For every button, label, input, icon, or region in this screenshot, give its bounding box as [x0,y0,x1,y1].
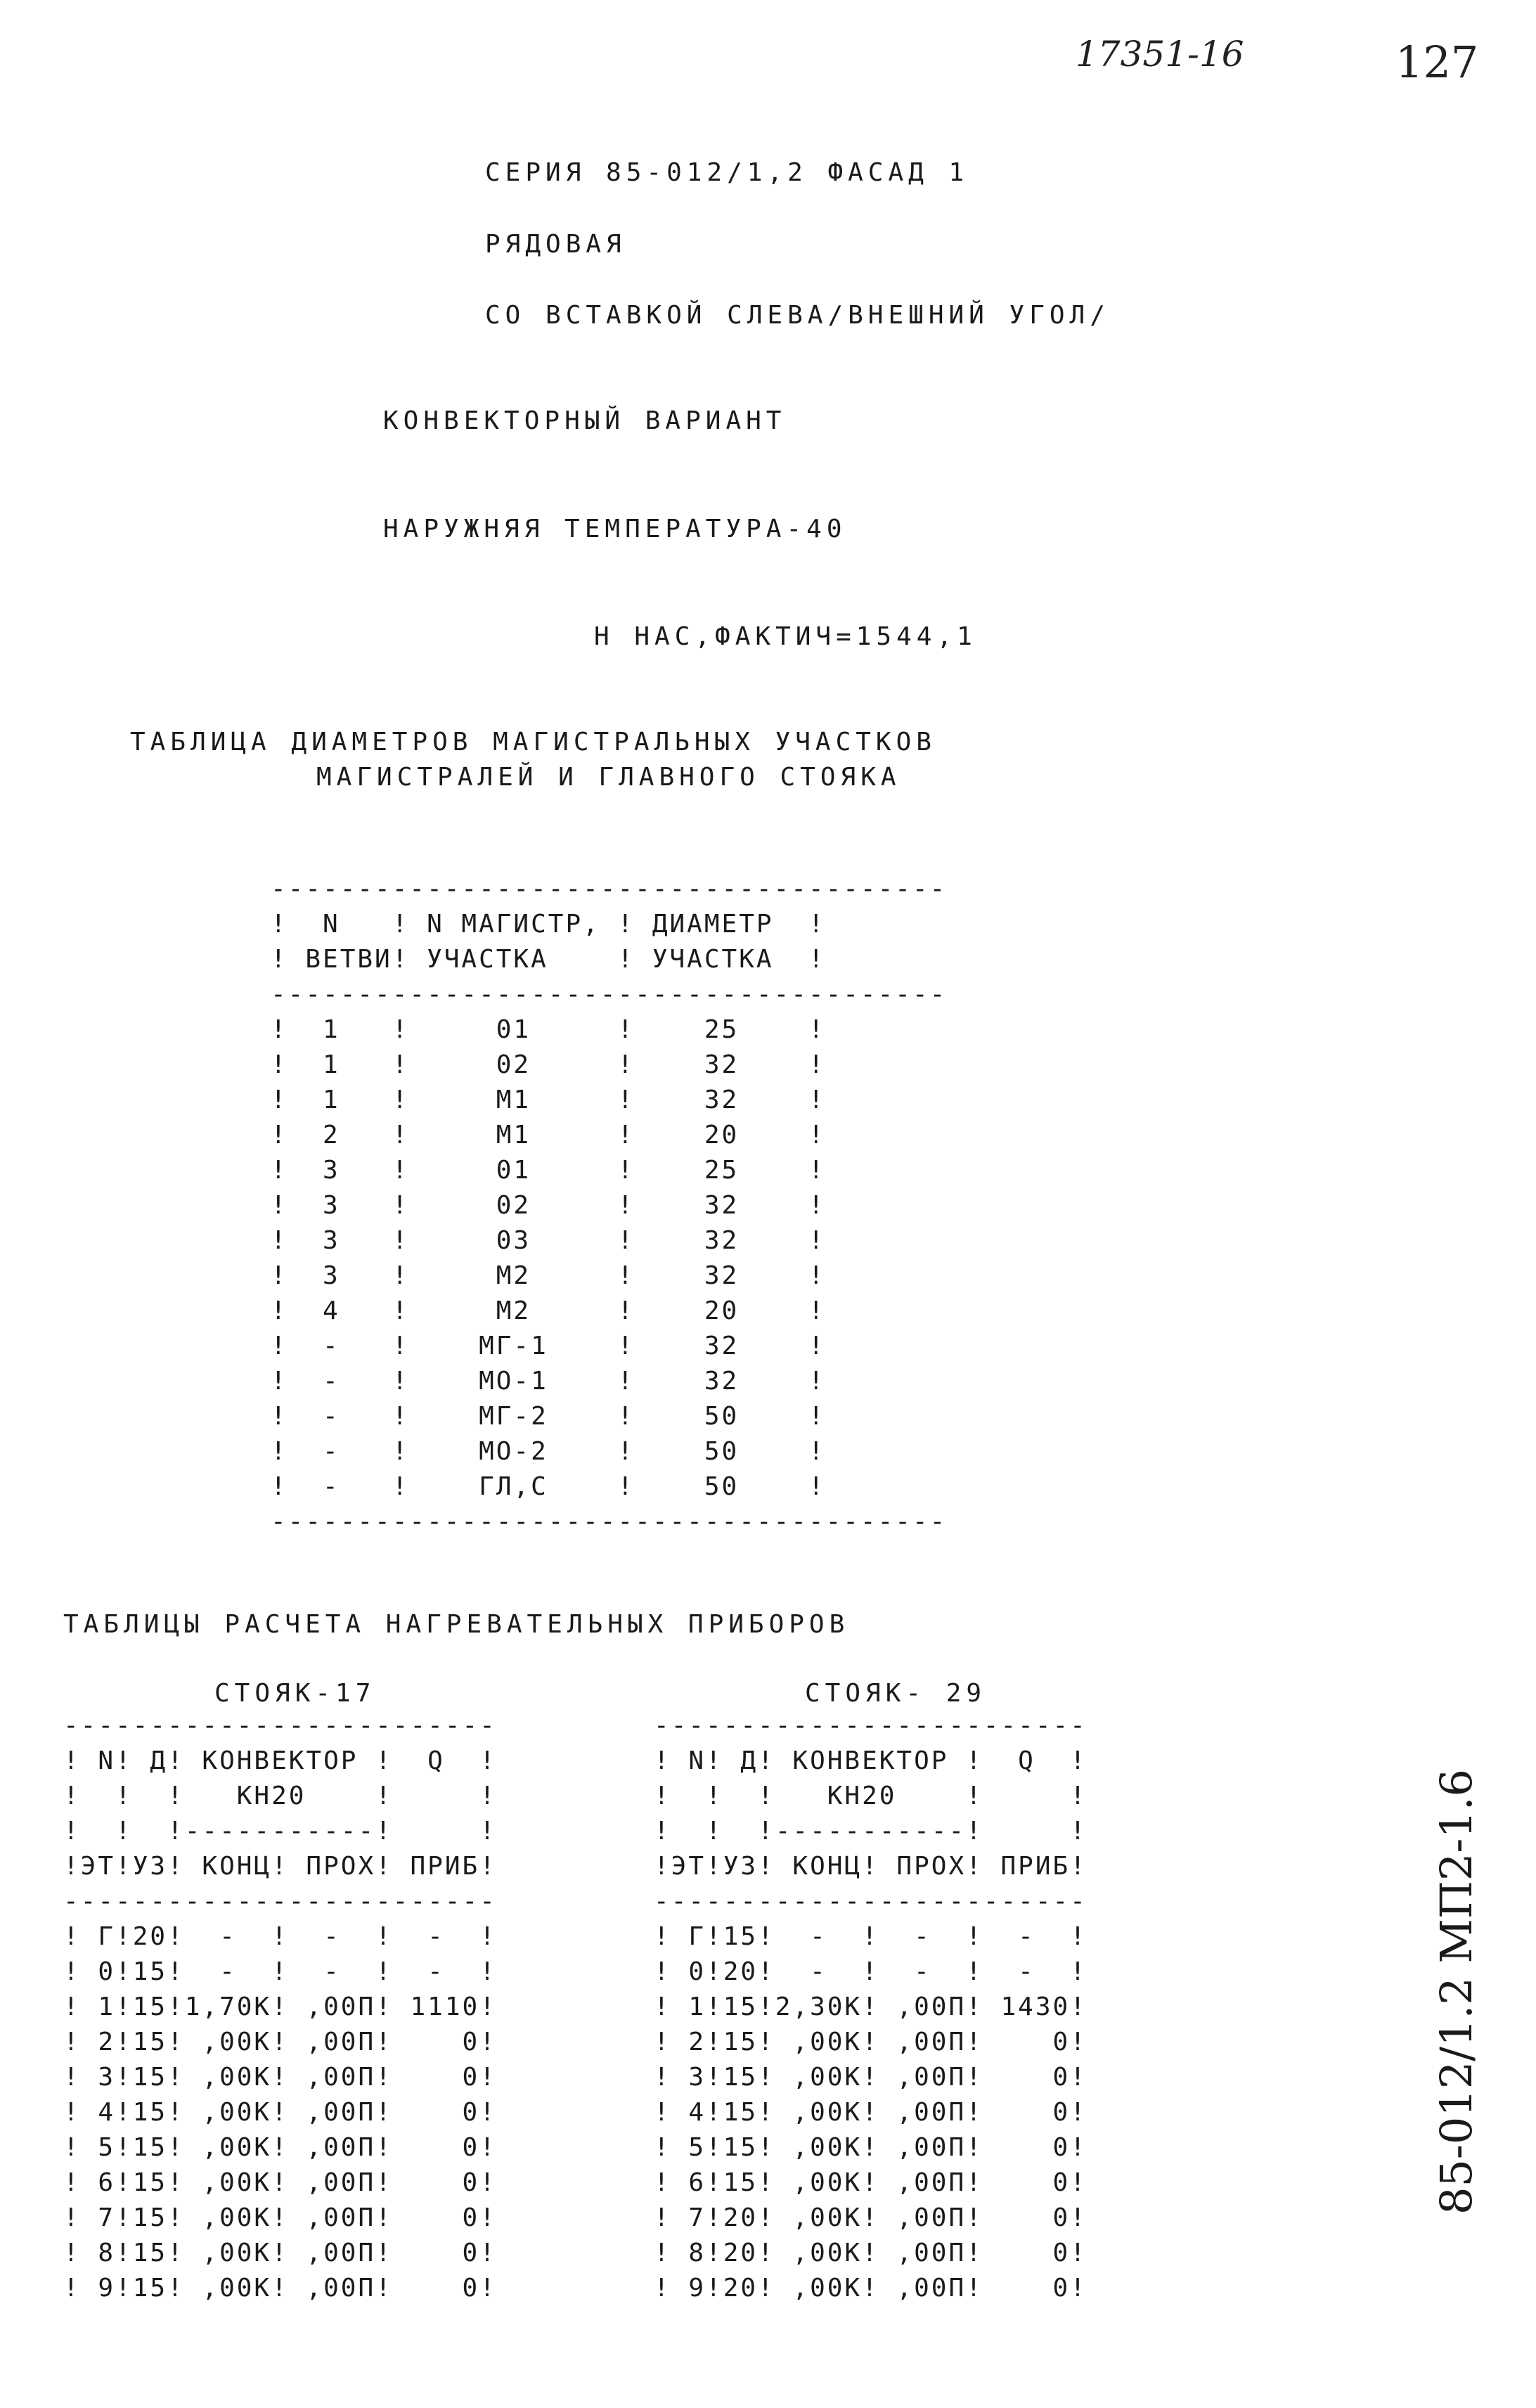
table-row: ! 1!15!2,30К! ,00П! 1430! [654,1992,1088,2021]
table-row: ! - ! МГ-1 ! 32 ! [271,1332,826,1360]
table-row: ! 1 ! 01 ! 25 ! [271,1015,826,1044]
table-row: ! ! !-----------! ! [63,1817,497,1846]
table-row: ! ! ! КН20 ! ! [654,1782,1088,1810]
table-row: ! ВЕТВИ! УЧАСТКА ! УЧАСТКА ! [271,945,826,974]
table-row: ! - ! МО-2 ! 50 ! [271,1437,826,1466]
insert-line: СО ВСТАВКОЙ СЛЕВА/ВНЕШНИЙ УГОЛ/ [485,301,1110,330]
table-row: ! 4!15! ,00К! ,00П! 0! [63,2098,497,2127]
diameters-table [271,872,947,1540]
heaters-title: ТАБЛИЦЫ РАСЧЕТА НАГРЕВАТЕЛЬНЫХ ПРИБОРОВ [63,1610,850,1639]
table-row: ! 3 ! 03 ! 32 ! [271,1226,826,1255]
diameters-title-line1: ТАБЛИЦА ДИАМЕТРОВ МАГИСТРАЛЬНЫХ УЧАСТКОВ [130,728,936,756]
table-row: ! N ! N МАГИСТР, ! ДИАМЕТР ! [271,910,826,939]
table-row: ! 1!15!1,70К! ,00П! 1110! [63,1992,497,2021]
row-type-line: РЯДОВАЯ [485,230,626,259]
table-row: ! 6!15! ,00К! ,00П! 0! [654,2168,1088,2197]
table-row: ! - ! МГ-2 ! 50 ! [271,1402,826,1431]
table-row: ! 9!20! ,00К! ,00П! 0! [654,2274,1088,2303]
riser-29-title: СТОЯК- 29 [805,1679,987,1708]
table-row: ! 3 ! 01 ! 25 ! [271,1156,826,1185]
table-row: ! 3 ! 02 ! 32 ! [271,1191,826,1220]
table-row: ! 3 ! М2 ! 32 ! [271,1261,826,1290]
table-row: ------------------------- [63,1887,497,1916]
table-row: ! 8!15! ,00К! ,00П! 0! [63,2239,497,2267]
diameters-title-line2: МАГИСТРАЛЕЙ И ГЛАВНОГО СТОЯКА [316,763,901,792]
table-row: ! - ! МО-1 ! 32 ! [271,1367,826,1396]
table-row: --------------------------------------- [271,1507,948,1536]
table-row: ! 2!15! ,00К! ,00П! 0! [63,2028,497,2056]
table-row: ! 9!15! ,00К! ,00П! 0! [63,2274,497,2303]
table-row: ------------------------- [63,1711,497,1740]
table-row: ! 5!15! ,00К! ,00П! 0! [654,2133,1088,2162]
handwritten-code: 17351-16 [1076,34,1244,75]
page-number: 127 [1395,37,1479,88]
table-row: ! 1 ! М1 ! 32 ! [271,1086,826,1114]
table-row: ! 4 ! М2 ! 20 ! [271,1296,826,1325]
table-row: ! N! Д! КОНВЕКТОР ! Q ! [654,1746,1088,1775]
table-row: ! 5!15! ,00К! ,00П! 0! [63,2133,497,2162]
table-row: ! N! Д! КОНВЕКТОР ! Q ! [63,1746,497,1775]
table-row: ! 4!15! ,00К! ,00П! 0! [654,2098,1088,2127]
table-row: ! Г!20! - ! - ! - ! [63,1922,497,1951]
table-row: ! 2!15! ,00К! ,00П! 0! [654,2028,1088,2056]
table-row: ! Г!15! - ! - ! - ! [654,1922,1088,1951]
table-row: ! 1 ! 02 ! 32 ! [271,1050,826,1079]
series-line: СЕРИЯ 85-012/1,2 ФАСАД 1 [485,158,969,187]
side-stamp: 85-012/1.2 МП2-1.6 [1431,1769,1482,2215]
table-row: --------------------------------------- [271,980,948,1009]
riser-17-title: СТОЯК-17 [214,1679,376,1708]
table-row: ! 3!15! ,00К! ,00П! 0! [63,2063,497,2092]
table-row: ! ! ! КН20 ! ! [63,1782,497,1810]
table-row: ! ! !-----------! ! [654,1817,1088,1846]
table-row: ------------------------- [654,1711,1088,1740]
table-row: ! 8!20! ,00К! ,00П! 0! [654,2239,1088,2267]
table-row: ! 2 ! М1 ! 20 ! [271,1121,826,1150]
riser-29-table [654,1708,1088,2306]
table-row: ! 0!15! - ! - ! - ! [63,1957,497,1986]
table-row: !ЭТ!УЗ! КОНЦ! ПРОХ! ПРИБ! [63,1852,497,1881]
head-line: Н НАС,ФАКТИЧ=1544,1 [594,622,977,651]
table-row: ------------------------- [654,1887,1088,1916]
riser-17-table [63,1708,497,2306]
table-row: ! 7!15! ,00К! ,00П! 0! [63,2203,497,2232]
temperature-line: НАРУЖНЯЯ ТЕМПЕРАТУРА-40 [383,515,847,543]
table-row: !ЭТ!УЗ! КОНЦ! ПРОХ! ПРИБ! [654,1852,1088,1881]
variant-line: КОНВЕКТОРНЫЙ ВАРИАНТ [383,406,787,435]
table-row: ! 3!15! ,00К! ,00П! 0! [654,2063,1088,2092]
table-row: ! - ! ГЛ,С ! 50 ! [271,1472,826,1501]
table-row: ! 0!20! - ! - ! - ! [654,1957,1088,1986]
table-row: ! 7!20! ,00К! ,00П! 0! [654,2203,1088,2232]
table-row: ! 6!15! ,00К! ,00П! 0! [63,2168,497,2197]
table-row: --------------------------------------- [271,875,948,903]
